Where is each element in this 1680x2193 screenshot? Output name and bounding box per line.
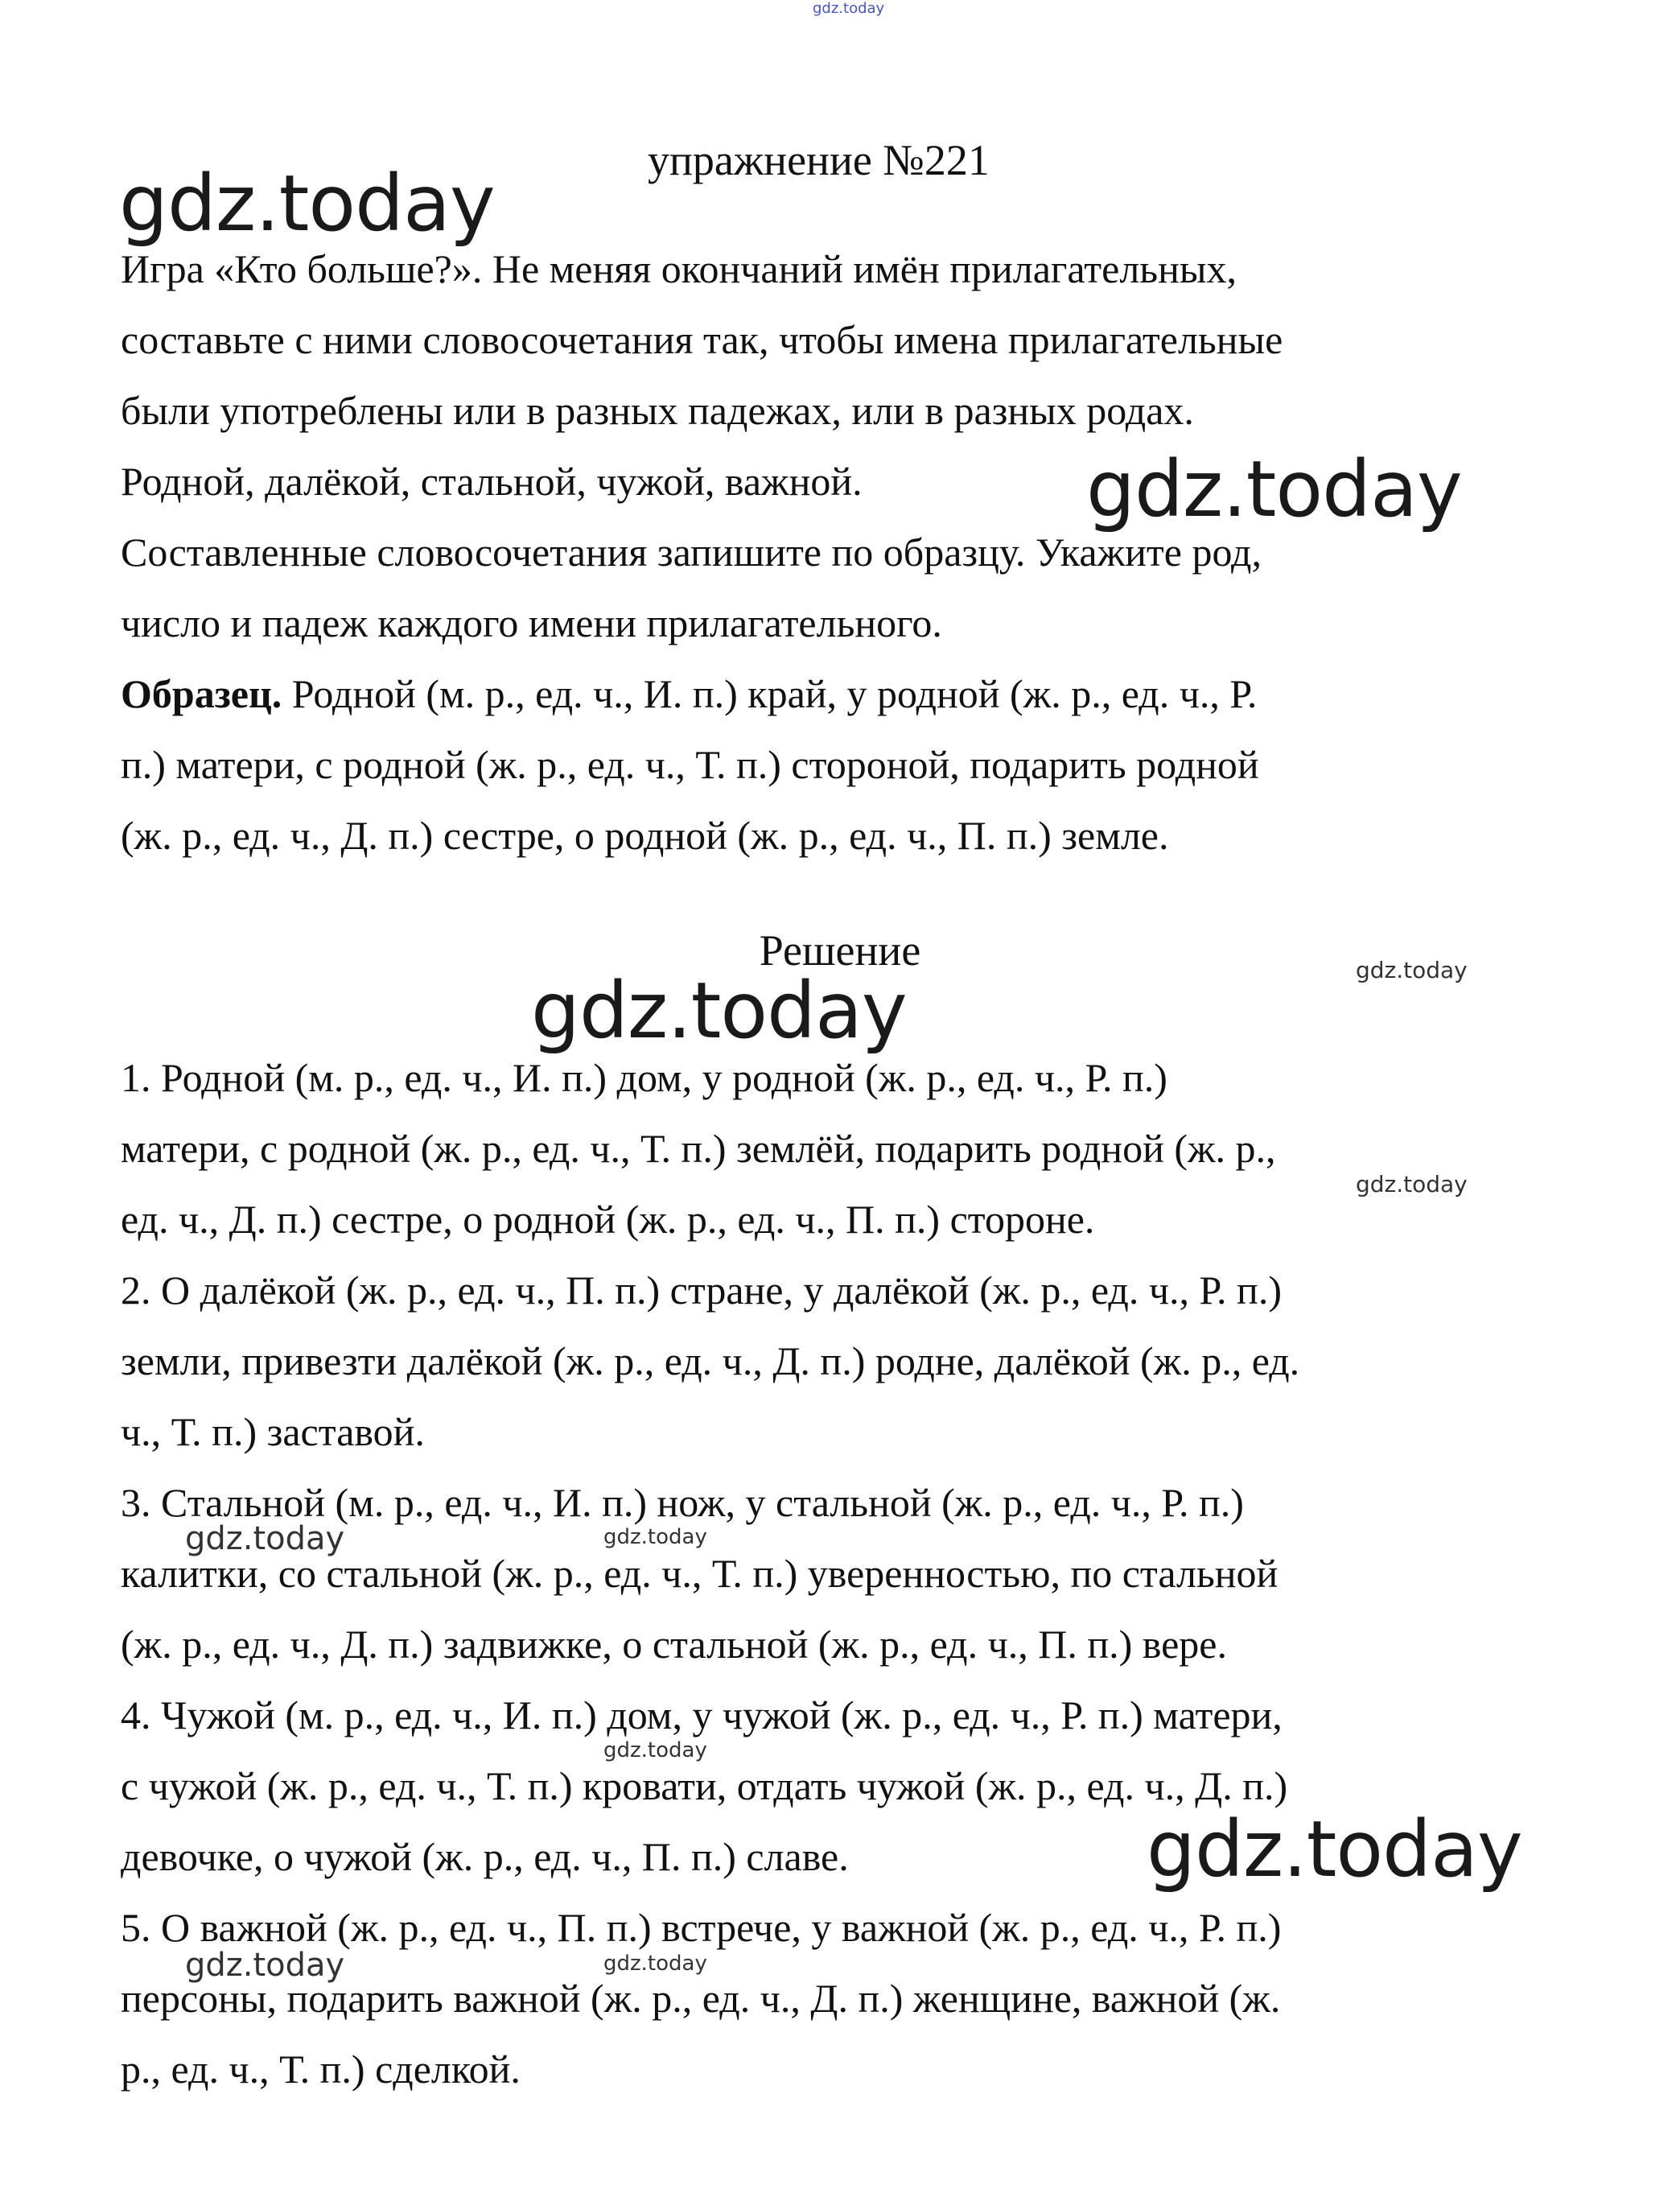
task-line: число и падеж каждого имени прилагательного. [121, 600, 942, 645]
answer-line: матери, с родной (ж. р., ед. ч., Т. п.) землёй, подарить родной (ж. р., [121, 1126, 1276, 1171]
answer-line: девочке, о чужой (ж. р., ед. ч., П. п.) славе. [121, 1834, 849, 1879]
answer-line: персоны, подарить важной (ж. р., ед. ч., Д. п.) женщине, важной (ж. [121, 1976, 1281, 2021]
watermark-tiny-1: gdz.today [603, 1525, 707, 1549]
answer-line: с чужой (ж. р., ед. ч., Т. п.) кровати, отдать чужой (ж. р., ед. ч., Д. п.) [121, 1763, 1288, 1808]
answer-line: 2. О далёкой (ж. р., ед. ч., П. п.) стране, у далёкой (ж. р., ед. ч., Р. п.) [121, 1268, 1282, 1313]
answer-line: калитки, со стальной (ж. р., ед. ч., Т. п.) уверенностью, по стальной [121, 1551, 1279, 1596]
watermark-tiny-2: gdz.today [603, 1738, 707, 1762]
watermark-top: gdz.today [813, 0, 885, 17]
answer-line: ч., Т. п.) заставой. [121, 1409, 425, 1454]
watermark-large-4: gdz.today [1147, 1804, 1522, 1894]
answer-line: 3. Стальной (м. р., ед. ч., И. п.) нож, у стальной (ж. р., ед. ч., Р. п.) [121, 1480, 1244, 1525]
sample-text: Родной (м. р., ед. ч., И. п.) край, у родной (ж. р., ед. ч., Р. [282, 671, 1258, 716]
watermark-large-3: gdz.today [531, 966, 907, 1056]
exercise-title: упражнение №221 [648, 136, 990, 184]
watermark-small-1: gdz.today [1356, 957, 1468, 983]
watermark-medium-1: gdz.today [185, 1520, 345, 1557]
answer-line: 4. Чужой (м. р., ед. ч., И. п.) дом, у чужой (ж. р., ед. ч., Р. п.) матери, [121, 1692, 1283, 1737]
watermark-large-1: gdz.today [119, 159, 495, 249]
answer-line: (ж. р., ед. ч., Д. п.) задвижке, о стальной (ж. р., ед. ч., П. п.) вере. [121, 1622, 1227, 1667]
answer-line: р., ед. ч., Т. п.) сделкой. [121, 2047, 521, 2092]
sample-label: Образец. [121, 671, 282, 716]
answers [121, 1042, 1561, 2104]
sample-line: (ж. р., ед. ч., Д. п.) сестре, о родной (ж. р., ед. ч., П. п.) земле. [121, 813, 1169, 858]
task-line: составьте с ними словосочетания так, чтобы имена прилагательные [121, 317, 1283, 362]
sample-line [121, 658, 1561, 729]
answer-line: земли, привезти далёкой (ж. р., ед. ч., Д. п.) родне, далёкой (ж. р., ед. [121, 1338, 1300, 1383]
watermark-tiny-3: gdz.today [603, 1952, 707, 1976]
watermark-small-2: gdz.today [1356, 1171, 1468, 1197]
answer-line: 5. О важной (ж. р., ед. ч., П. п.) встрече, у важной (ж. р., ед. ч., Р. п.) [121, 1905, 1282, 1950]
task-line: Родной, далёкой, стальной, чужой, важной. [121, 459, 863, 504]
answer-line: ед. ч., Д. п.) сестре, о родной (ж. р., ед. ч., П. п.) стороне. [121, 1197, 1095, 1242]
task-line: Составленные словосочетания запишите по образцу. Укажите род, [121, 530, 1262, 575]
task-text [121, 233, 1561, 871]
answer-line: 1. Родной (м. р., ед. ч., И. п.) дом, у родной (ж. р., ед. ч., Р. п.) [121, 1055, 1167, 1100]
watermark-large-2: gdz.today [1086, 444, 1462, 534]
solution-title: Решение [759, 926, 921, 975]
task-line: Игра «Кто больше?». Не меняя окончаний имён прилагательных, [121, 246, 1237, 291]
task-line: были употреблены или в разных падежах, или в разных родах. [121, 388, 1194, 433]
sample-line: п.) матери, с родной (ж. р., ед. ч., Т. п.) стороной, подарить родной [121, 742, 1259, 787]
watermark-medium-2: gdz.today [185, 1947, 345, 1984]
